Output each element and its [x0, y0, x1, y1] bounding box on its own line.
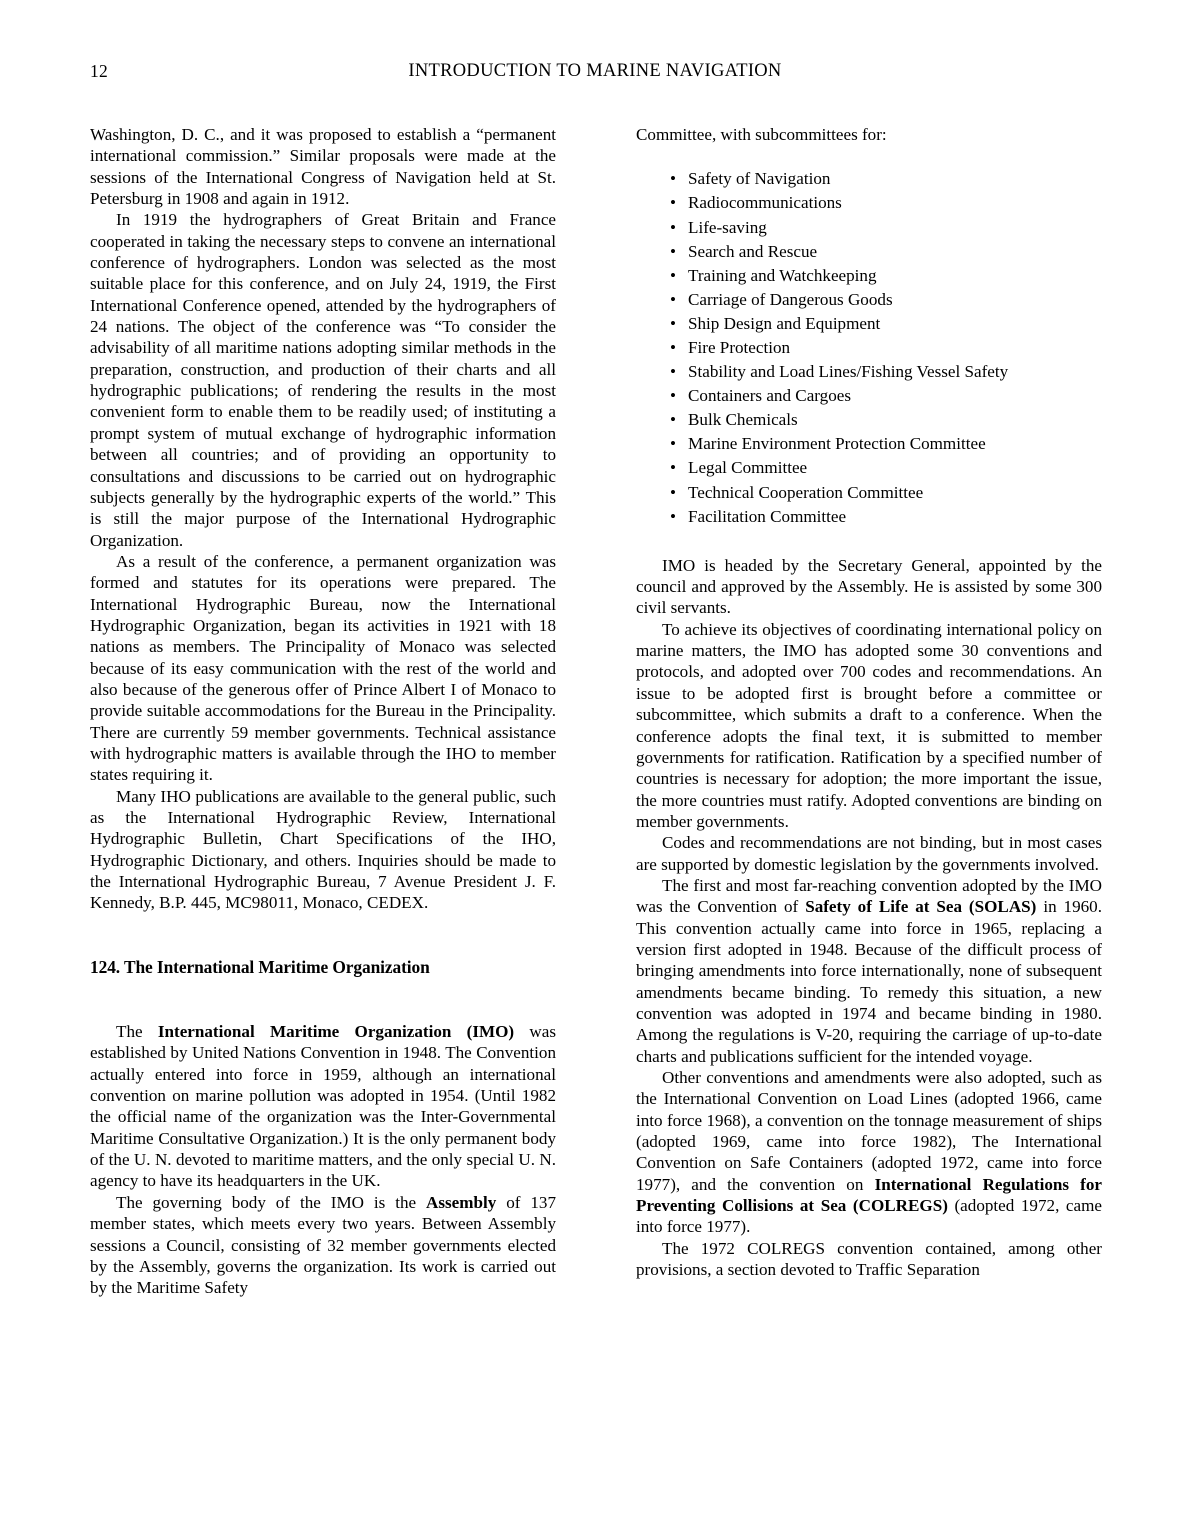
- list-item: [636, 384, 1102, 408]
- bullet-icon: •: [670, 482, 676, 502]
- paragraph-traffic-separation: The 1972 COLREGS convention contained, among other provisions, a section devoted to Traffic Separation: [636, 1238, 1102, 1280]
- paragraph-secretary-general: IMO is headed by the Secretary General, appointed by the council and approved by the Assembly. He is assisted by some 300 civil servants.: [636, 555, 1102, 618]
- bullet-icon: •: [670, 338, 676, 357]
- bullet-icon: •: [670, 241, 676, 261]
- list-item: [636, 481, 1102, 505]
- list-item-label: Life-saving: [688, 217, 767, 237]
- assembly-bold-term: Assembly: [426, 1192, 497, 1212]
- paragraph-1919-hydrographers: In 1919 the hydrographers of Great Britain and France cooperated in taking the necessary steps to convene an international conference of hydrographers. London was selected as the most suitable place for this conference, and on July 24, 1919, the First International Conference opened, attended by the hydrographers of 24 nations. The object of the conference was “To consider the advisability of all maritime nations adopting similar methods in the preparation, construction, and production of their charts and all hydrographic publications; of rendering the results in the most convenient form to enable them to be readily used; of instituting a prompt system of mutual exchange of hydrographic information between all countries; and of providing an opportunity to consultations and discussions to be carried out on hydrographic subjects generally by the hydrographic experts of the world.” This is still the major purpose of the International Hydrographic Organization.: [90, 210, 556, 550]
- list-item-label: Legal Committee: [688, 458, 808, 478]
- paragraph-committee-intro: Committee, with subcommittees for:: [636, 125, 887, 144]
- spacer-before-section-heading: [90, 914, 556, 957]
- page-number: 12: [90, 61, 108, 81]
- bullet-icon: •: [670, 217, 676, 237]
- list-item-label: Carriage of Dangerous Goods: [688, 289, 893, 309]
- paragraph-permanent-organization: As a result of the conference, a permanent organization was formed and statutes for its operations were prepared. The International Hydrographic Bureau, now the International Hydrographic Organization, began its activities in 1921 with 18 nations as members. The Principality of Monaco was selected because of its easy communication with the rest of the world and also because of the generous offer of Prince Albert I of Monaco to provide suitable accommodations for the Bureau in the Principality. There are currently 59 member governments. Technical assistance with hydrographic matters is available through the IHO to member states requiring it.: [90, 551, 556, 785]
- bullet-icon: •: [670, 410, 676, 430]
- colregs-rest-text: (adopted 1972, came into force 1977).: [636, 1196, 1102, 1237]
- list-item: [636, 432, 1102, 456]
- paragraph-washington: Washington, D. C., and it was proposed to establish a “permanent international commission.” Similar proposals were made at the sessions of the International Congress of Navigation held at St. Petersburg in 1908 and again in 1912.: [90, 125, 556, 209]
- spacer-after-list: [636, 529, 1102, 555]
- list-item-label: Containers and Cargoes: [688, 386, 851, 406]
- running-header: [90, 58, 1100, 84]
- bullet-icon: •: [670, 458, 676, 478]
- running-header-title: INTRODUCTION TO MARINE NAVIGATION: [408, 61, 782, 81]
- list-item: [636, 264, 1102, 288]
- list-item: [636, 312, 1102, 336]
- two-column-body: [90, 124, 1102, 1454]
- solas-rest-text: in 1960. This convention actually came into force in 1965, replacing a version first adopted in 1948. Because of the difficult process of bringing amendments into force internationally, none of subsequent amendments became binding. To remedy this situation, a new convention was adopted in 1974 and became binding in 1980. Among the regulations is V-20, requiring the carriage of up-to-date charts and publications sufficient for the intended voyage.: [636, 897, 1102, 1066]
- paragraph-objectives-conventions: To achieve its objectives of coordinating international policy on marine matters, the IMO has adopted some 30 conventions and protocols, and adopted over 700 codes and recommendations. An issue to be adopted first is brought before a committee or subcommittee, which submits a draft to a conference. When the conference adopts the final text, it is submitted to member governments for ratification. Ratification by a specified number of countries is necessary for adoption; the more important the issue, the more countries must ratify. Adopted conventions are binding on member governments.: [636, 619, 1102, 831]
- paragraph-solas: [636, 875, 1102, 1067]
- list-item: [636, 408, 1102, 432]
- bullet-icon: •: [670, 362, 676, 382]
- list-item-label: Bulk Chemicals: [688, 410, 798, 430]
- list-item-label: Marine Environment Protection Committee: [688, 434, 986, 454]
- colregs-lead-text: Other conventions and amendments were also adopted, such as the International Convention on Load Lines (adopted 1966, came into force 1968), a convention on the tonnage measurement of ships (adopted 1969, came into force 1982), The International Convention on Safe Containers (adopted 1972, came into force 1977), and the convention on: [636, 1068, 1102, 1194]
- list-item-label: Facilitation Committee: [688, 506, 847, 526]
- list-item: [636, 167, 1102, 191]
- paragraph-imo-established: [90, 1021, 556, 1192]
- list-item-label: Safety of Navigation: [688, 169, 831, 189]
- bullet-icon: •: [670, 169, 676, 189]
- bullet-icon: •: [670, 434, 676, 454]
- bullet-icon: •: [670, 289, 676, 309]
- left-column: [90, 124, 556, 1454]
- list-item: [636, 288, 1102, 312]
- section-heading-124: 124. The International Maritime Organization: [90, 956, 430, 977]
- colregs-bold-term: International Regulations for Preventing Collisions at Sea (COLREGS): [636, 1174, 1103, 1216]
- list-item: [636, 336, 1102, 360]
- right-column: [636, 124, 1102, 1454]
- paragraph-colregs: [636, 1067, 1102, 1238]
- bullet-icon: •: [670, 313, 676, 333]
- list-item: [636, 456, 1102, 480]
- list-item-label: Technical Cooperation Committee: [688, 482, 924, 502]
- paragraph-iho-publications: Many IHO publications are available to the general public, such as the International Hydrographic Review, International Hydrographic Bulletin, Chart Specifications of the IHO, Hydrographic Dictionary, and others. Inquiries should be made to the International Hydrographic Bureau, 7 Avenue President J. F. Kennedy, B.P. 445, MC98011, Monaco, CEDEX.: [90, 786, 556, 913]
- list-item: [636, 360, 1102, 384]
- bullet-icon: •: [670, 386, 676, 406]
- bullet-icon: •: [670, 265, 676, 285]
- list-item-label: Stability and Load Lines/Fishing Vessel Safety: [688, 362, 1009, 382]
- paragraph-governing-body: [90, 1192, 556, 1299]
- subcommittee-list: [636, 167, 1102, 528]
- solas-bold-term: Safety of Life at Sea (SOLAS): [805, 897, 1037, 917]
- list-item-label: Fire Protection: [688, 338, 791, 357]
- list-item-label: Ship Design and Equipment: [688, 313, 881, 333]
- list-item-label: Radiocommunications: [688, 193, 842, 213]
- list-item-label: Search and Rescue: [688, 241, 818, 261]
- list-item-label: Training and Watchkeeping: [688, 265, 877, 285]
- list-item: [636, 240, 1102, 264]
- solas-lead-text: The first and most far-reaching convention adopted by the IMO was the Convention of: [636, 875, 1102, 917]
- paragraph-codes-recommendations: Codes and recommendations are not binding, but in most cases are supported by domestic legislation by the governments involved.: [636, 833, 1102, 874]
- list-item: [636, 191, 1102, 215]
- spacer-before-list: [636, 145, 1102, 167]
- imo-rest-text: was established by United Nations Convention in 1948. The Convention actually entered into force in 1959, although an international convention on marine pollution was adopted in 1954. (Until 1982 the official name of the organization was the Inter-Governmental Maritime Consultative Organization.) It is the only permanent body of the U. N. devoted to maritime matters, and the only special U. N. agency to have its headquarters in the UK.: [90, 1022, 556, 1191]
- bullet-icon: •: [670, 193, 676, 213]
- assembly-lead-text: The governing body of the IMO is the: [116, 1192, 427, 1212]
- imo-lead-text: The: [116, 1022, 158, 1042]
- imo-bold-term: International Maritime Organization (IMO): [157, 1022, 515, 1042]
- list-item: [636, 216, 1102, 240]
- list-item: [636, 505, 1102, 529]
- spacer-after-section-heading: [90, 978, 556, 1021]
- assembly-rest-text: of 137 member states, which meets every two years. Between Assembly sessions a Council, consisting of 32 member governments elected by the Assembly, governs the organization. Its work is carried out by the Maritime Safety: [90, 1192, 556, 1298]
- bullet-icon: •: [670, 506, 676, 526]
